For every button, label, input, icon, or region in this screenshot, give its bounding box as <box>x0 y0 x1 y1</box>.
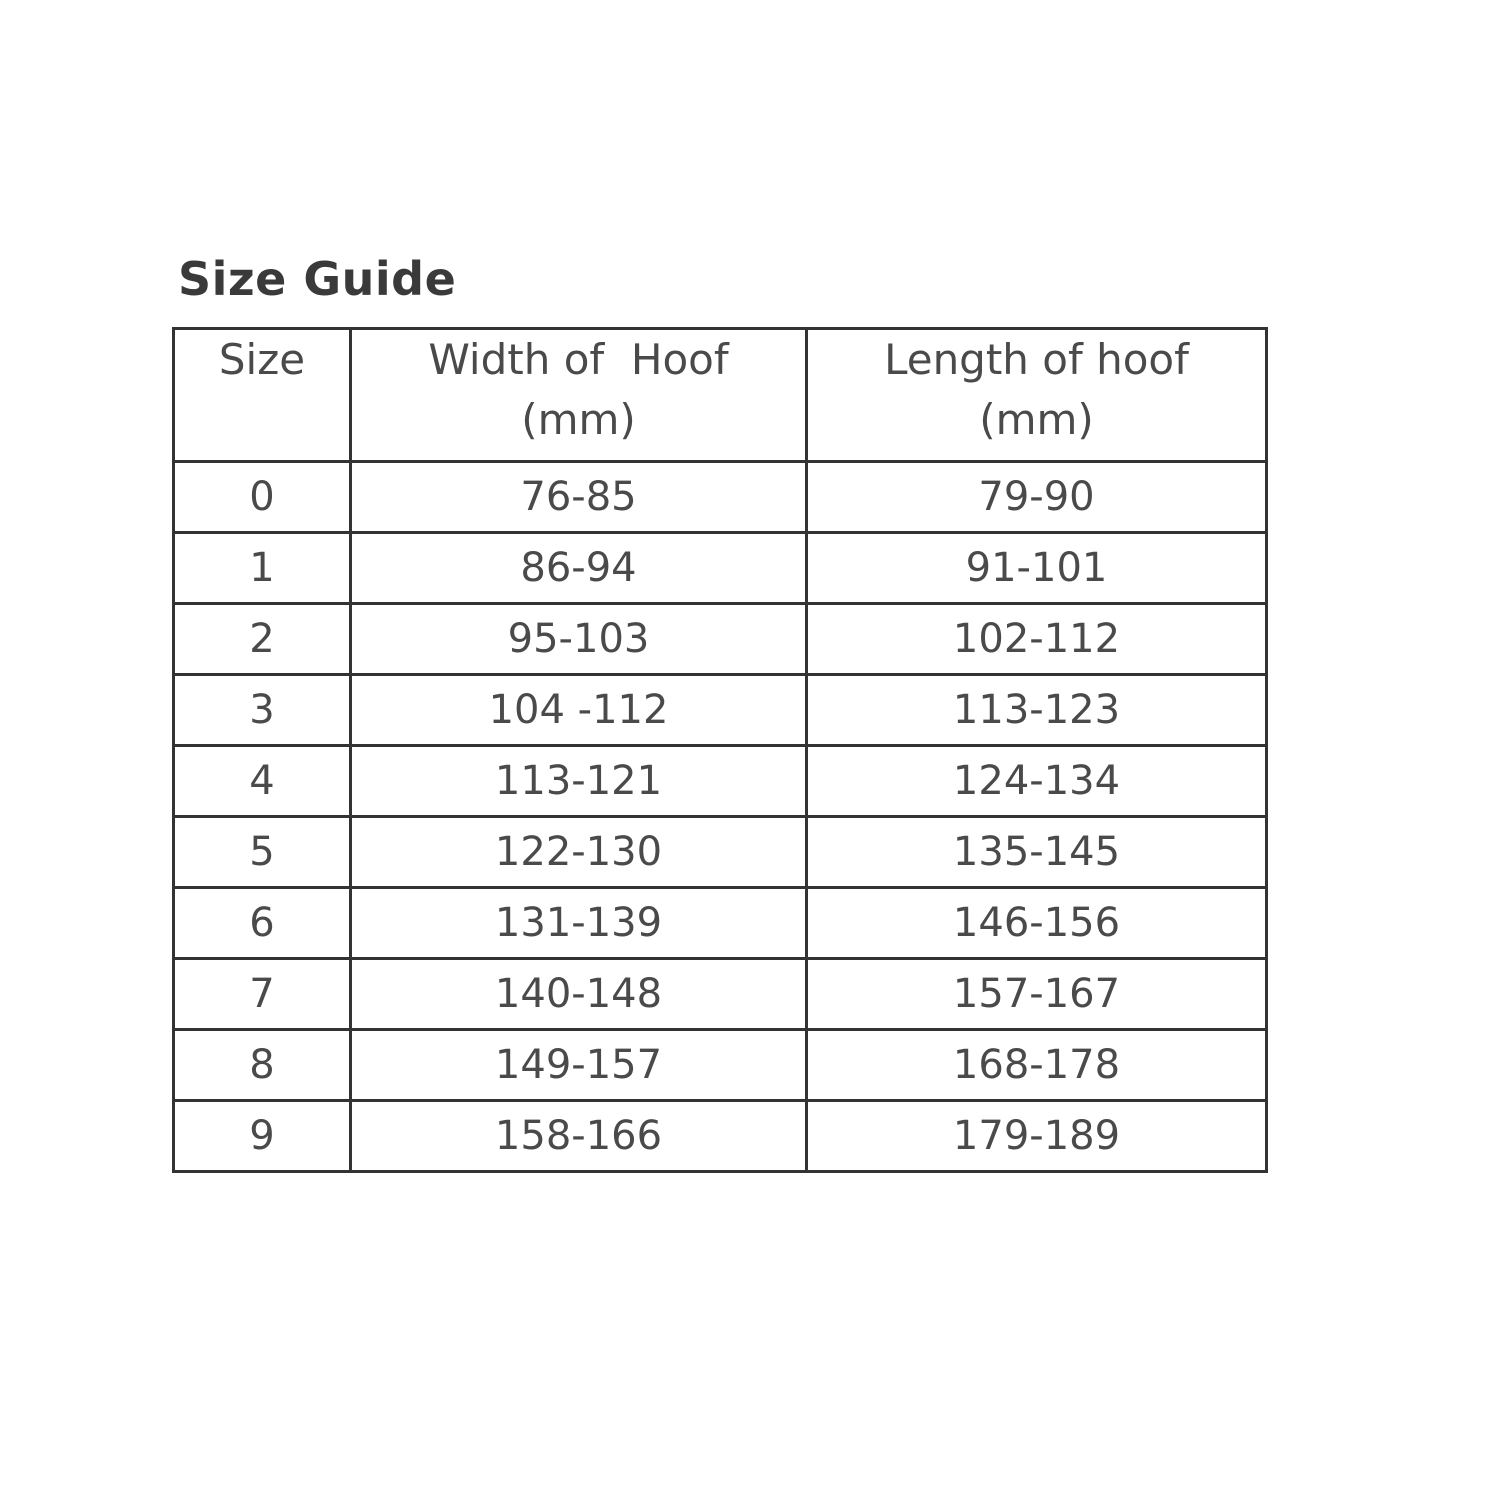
size-cell: 9 <box>174 1101 351 1172</box>
size-cell: 2 <box>174 604 351 675</box>
length-cell: 146-156 <box>807 888 1267 959</box>
table-header-row <box>174 329 1267 462</box>
length-cell: 124-134 <box>807 746 1267 817</box>
table-row <box>174 746 1267 817</box>
width-cell: 149-157 <box>351 1030 807 1101</box>
length-cell: 179-189 <box>807 1101 1267 1172</box>
header-length-unit: (mm) <box>979 395 1094 444</box>
table-row <box>174 1030 1267 1101</box>
header-width-unit: (mm) <box>521 395 636 444</box>
length-cell: 135-145 <box>807 817 1267 888</box>
header-length <box>807 329 1267 462</box>
width-cell: 95-103 <box>351 604 807 675</box>
width-cell: 158-166 <box>351 1101 807 1172</box>
size-cell: 4 <box>174 746 351 817</box>
width-cell: 76-85 <box>351 462 807 533</box>
table-row <box>174 817 1267 888</box>
width-cell: 104 -112 <box>351 675 807 746</box>
table-row <box>174 1101 1267 1172</box>
table-row <box>174 959 1267 1030</box>
table-row <box>174 675 1267 746</box>
width-cell: 140-148 <box>351 959 807 1030</box>
page-title: Size Guide <box>178 252 457 306</box>
size-cell: 3 <box>174 675 351 746</box>
header-length-label: Length of hoof <box>884 335 1189 384</box>
length-cell: 102-112 <box>807 604 1267 675</box>
table-row <box>174 462 1267 533</box>
length-cell: 91-101 <box>807 533 1267 604</box>
width-cell: 122-130 <box>351 817 807 888</box>
table-row <box>174 604 1267 675</box>
width-cell: 131-139 <box>351 888 807 959</box>
size-cell: 0 <box>174 462 351 533</box>
size-cell: 6 <box>174 888 351 959</box>
table-row <box>174 888 1267 959</box>
length-cell: 168-178 <box>807 1030 1267 1101</box>
header-width-label: Width of Hoof <box>428 335 729 384</box>
header-width <box>351 329 807 462</box>
length-cell: 79-90 <box>807 462 1267 533</box>
size-cell: 5 <box>174 817 351 888</box>
width-cell: 86-94 <box>351 533 807 604</box>
size-cell: 8 <box>174 1030 351 1101</box>
header-size-label: Size <box>218 335 306 384</box>
width-cell: 113-121 <box>351 746 807 817</box>
size-guide-table <box>172 327 1268 1173</box>
length-cell: 157-167 <box>807 959 1267 1030</box>
table-row <box>174 533 1267 604</box>
header-size <box>174 329 351 462</box>
length-cell: 113-123 <box>807 675 1267 746</box>
size-cell: 1 <box>174 533 351 604</box>
size-cell: 7 <box>174 959 351 1030</box>
